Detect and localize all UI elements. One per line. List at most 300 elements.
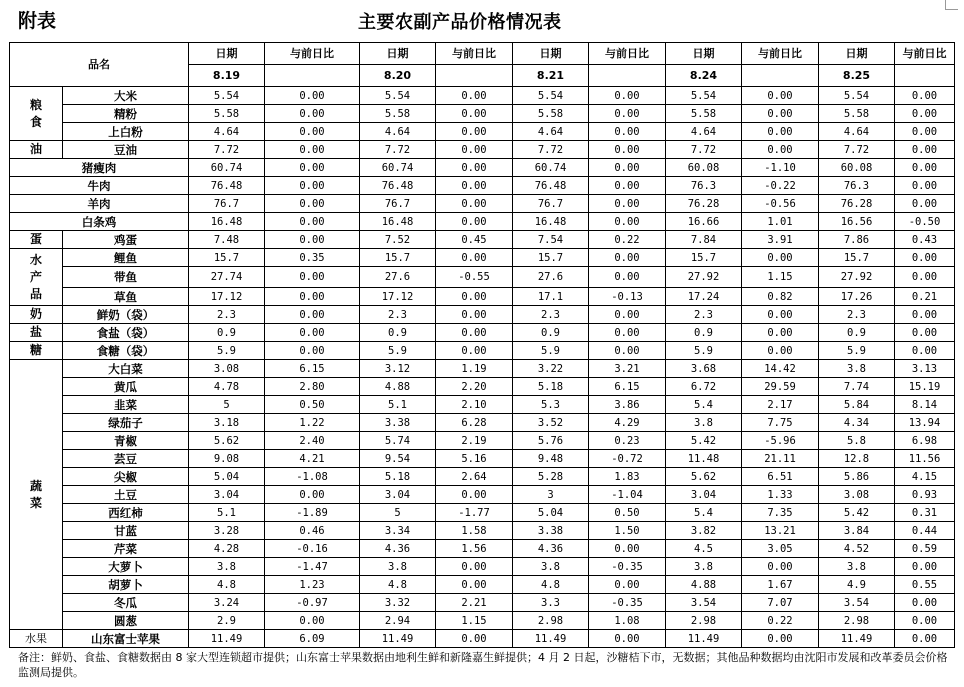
change-cell: 0.00 bbox=[265, 306, 360, 324]
change-cell: 3.13 bbox=[895, 360, 955, 378]
change-cell: 0.00 bbox=[589, 177, 666, 195]
change-cell: -1.10 bbox=[742, 159, 819, 177]
change-cell: -0.56 bbox=[742, 195, 819, 213]
price-cell: 7.54 bbox=[513, 231, 589, 249]
product-name: 白条鸡 bbox=[10, 213, 189, 231]
price-cell: 3.28 bbox=[189, 522, 265, 540]
change-cell: 0.00 bbox=[589, 87, 666, 105]
change-cell: 1.15 bbox=[742, 267, 819, 288]
change-cell: 2.17 bbox=[742, 396, 819, 414]
change-cell: 0.59 bbox=[895, 540, 955, 558]
table-row bbox=[10, 630, 955, 648]
price-cell: 3.38 bbox=[360, 414, 436, 432]
price-cell: 2.94 bbox=[360, 612, 436, 630]
change-cell: 0.00 bbox=[895, 612, 955, 630]
price-cell: 15.7 bbox=[819, 249, 895, 267]
price-cell: 76.48 bbox=[513, 177, 589, 195]
price-cell: 5.74 bbox=[360, 432, 436, 450]
appendix-label: 附表 bbox=[18, 10, 57, 32]
price-cell: 16.48 bbox=[189, 213, 265, 231]
table-row bbox=[10, 432, 955, 450]
price-cell: 3.82 bbox=[666, 522, 742, 540]
change-cell: -0.72 bbox=[589, 450, 666, 468]
price-cell: 4.8 bbox=[189, 576, 265, 594]
table-row bbox=[10, 141, 955, 159]
price-cell: 4.78 bbox=[189, 378, 265, 396]
price-cell: 2.3 bbox=[666, 306, 742, 324]
table-row bbox=[10, 576, 955, 594]
price-cell: 60.74 bbox=[360, 159, 436, 177]
change-cell: 0.00 bbox=[589, 342, 666, 360]
change-cell: 0.00 bbox=[589, 105, 666, 123]
price-cell: 5.28 bbox=[513, 468, 589, 486]
change-cell: 0.50 bbox=[265, 396, 360, 414]
product-name: 鲤鱼 bbox=[63, 249, 189, 267]
change-cell: 0.00 bbox=[436, 288, 513, 306]
change-cell: 29.59 bbox=[742, 378, 819, 396]
price-cell: 15.7 bbox=[666, 249, 742, 267]
price-cell: 4.64 bbox=[666, 123, 742, 141]
price-cell: 76.28 bbox=[666, 195, 742, 213]
price-cell: 7.72 bbox=[360, 141, 436, 159]
price-cell: 5.54 bbox=[819, 87, 895, 105]
price-cell: 5.42 bbox=[666, 432, 742, 450]
change-cell: -1.47 bbox=[265, 558, 360, 576]
price-cell: 5.58 bbox=[189, 105, 265, 123]
price-cell: 3.8 bbox=[819, 558, 895, 576]
change-label: 与前日比 bbox=[742, 43, 819, 65]
change-cell: 2.80 bbox=[265, 378, 360, 396]
price-cell: 15.7 bbox=[513, 249, 589, 267]
change-cell: 0.00 bbox=[436, 195, 513, 213]
price-cell: 5.04 bbox=[189, 468, 265, 486]
change-cell: 6.28 bbox=[436, 414, 513, 432]
change-cell: 0.00 bbox=[436, 177, 513, 195]
price-cell: 5.42 bbox=[819, 504, 895, 522]
change-cell: 0.00 bbox=[895, 306, 955, 324]
product-name: 猪瘦肉 bbox=[10, 159, 189, 177]
change-cell: 3.21 bbox=[589, 360, 666, 378]
product-header: 品名 bbox=[10, 43, 189, 87]
change-cell: 1.58 bbox=[436, 522, 513, 540]
change-cell: 0.00 bbox=[436, 486, 513, 504]
change-cell: 0.00 bbox=[436, 576, 513, 594]
price-cell: 16.48 bbox=[360, 213, 436, 231]
table-row bbox=[10, 450, 955, 468]
price-cell: 5.58 bbox=[360, 105, 436, 123]
change-cell: 2.10 bbox=[436, 396, 513, 414]
change-cell: 0.00 bbox=[742, 87, 819, 105]
change-cell: 0.00 bbox=[742, 342, 819, 360]
change-cell: 0.45 bbox=[436, 231, 513, 249]
table-row bbox=[10, 396, 955, 414]
price-cell: 17.26 bbox=[819, 288, 895, 306]
table-row bbox=[10, 231, 955, 249]
change-cell: -0.97 bbox=[265, 594, 360, 612]
price-cell: 4.64 bbox=[513, 123, 589, 141]
product-name: 食盐（袋） bbox=[63, 324, 189, 342]
change-cell: 4.21 bbox=[265, 450, 360, 468]
change-cell: 0.00 bbox=[589, 576, 666, 594]
table-row bbox=[10, 360, 955, 378]
price-cell: 76.7 bbox=[189, 195, 265, 213]
table-row bbox=[10, 468, 955, 486]
price-cell: 3.68 bbox=[666, 360, 742, 378]
change-cell: 0.00 bbox=[742, 558, 819, 576]
price-cell: 4.52 bbox=[819, 540, 895, 558]
change-cell: 0.00 bbox=[742, 324, 819, 342]
price-cell: 76.3 bbox=[819, 177, 895, 195]
change-cell: 0.00 bbox=[436, 123, 513, 141]
header-row-dates bbox=[10, 43, 955, 65]
price-cell: 5.9 bbox=[189, 342, 265, 360]
price-cell: 3.12 bbox=[360, 360, 436, 378]
product-name: 土豆 bbox=[63, 486, 189, 504]
price-cell: 7.72 bbox=[666, 141, 742, 159]
change-cell: -0.35 bbox=[589, 558, 666, 576]
price-cell: 4.8 bbox=[360, 576, 436, 594]
price-cell: 5 bbox=[360, 504, 436, 522]
price-cell: 7.74 bbox=[819, 378, 895, 396]
change-cell: 0.00 bbox=[895, 123, 955, 141]
change-cell: 0.00 bbox=[265, 195, 360, 213]
price-cell: 2.98 bbox=[819, 612, 895, 630]
product-name: 大白菜 bbox=[63, 360, 189, 378]
price-cell: 3.8 bbox=[666, 414, 742, 432]
change-cell: 0.00 bbox=[436, 105, 513, 123]
change-cell: 5.16 bbox=[436, 450, 513, 468]
price-cell: 5.1 bbox=[189, 504, 265, 522]
change-cell: 0.93 bbox=[895, 486, 955, 504]
footnote: 备注：鲜奶、食盐、食糖数据由 8 家大型连锁超市提供；山东富士苹果数据由地利生鲜和新隆嘉生鲜提供；4 月 2 日起，沙糖桔下市，无数据；其他品种数据均由沈阳市发展和改革委员会价格监测局提供。 bbox=[18, 651, 948, 679]
price-cell: 3.52 bbox=[513, 414, 589, 432]
table-row bbox=[10, 522, 955, 540]
table-row bbox=[10, 504, 955, 522]
price-cell: 3.04 bbox=[360, 486, 436, 504]
price-cell: 16.66 bbox=[666, 213, 742, 231]
price-cell: 5.86 bbox=[819, 468, 895, 486]
product-name: 鲜奶（袋） bbox=[63, 306, 189, 324]
change-cell: -0.35 bbox=[589, 594, 666, 612]
price-cell: 27.6 bbox=[513, 267, 589, 288]
change-cell: 0.00 bbox=[742, 105, 819, 123]
table-row bbox=[10, 486, 955, 504]
price-cell: 60.74 bbox=[513, 159, 589, 177]
price-cell: 60.08 bbox=[819, 159, 895, 177]
change-cell: 1.15 bbox=[436, 612, 513, 630]
change-label: 与前日比 bbox=[265, 43, 360, 65]
product-name: 芸豆 bbox=[63, 450, 189, 468]
price-cell: 17.24 bbox=[666, 288, 742, 306]
table-row bbox=[10, 267, 955, 288]
price-cell: 4.36 bbox=[360, 540, 436, 558]
price-cell: 3.54 bbox=[666, 594, 742, 612]
change-cell: 13.21 bbox=[742, 522, 819, 540]
price-cell: 4.28 bbox=[189, 540, 265, 558]
price-cell: 0.9 bbox=[189, 324, 265, 342]
price-cell: 5.58 bbox=[819, 105, 895, 123]
change-cell: 3.91 bbox=[742, 231, 819, 249]
change-cell: -0.55 bbox=[436, 267, 513, 288]
product-name: 食糖（袋） bbox=[63, 342, 189, 360]
change-cell: 0.00 bbox=[742, 123, 819, 141]
price-cell: 9.08 bbox=[189, 450, 265, 468]
change-cell: 0.00 bbox=[436, 213, 513, 231]
price-cell: 4.88 bbox=[360, 378, 436, 396]
change-cell: 0.00 bbox=[436, 306, 513, 324]
table-row bbox=[10, 105, 955, 123]
product-name: 豆油 bbox=[63, 141, 189, 159]
price-cell: 5.18 bbox=[513, 378, 589, 396]
price-cell: 60.74 bbox=[189, 159, 265, 177]
product-name: 冬瓜 bbox=[63, 594, 189, 612]
price-cell: 17.12 bbox=[189, 288, 265, 306]
date-value: 8.25 bbox=[819, 65, 895, 87]
change-cell: 2.64 bbox=[436, 468, 513, 486]
product-name: 上白粉 bbox=[63, 123, 189, 141]
date-label: 日期 bbox=[189, 43, 265, 65]
change-cell: 0.00 bbox=[589, 159, 666, 177]
price-cell: 5.76 bbox=[513, 432, 589, 450]
change-cell: -5.96 bbox=[742, 432, 819, 450]
table-row bbox=[10, 612, 955, 630]
change-cell: 0.00 bbox=[742, 249, 819, 267]
price-cell: 60.08 bbox=[666, 159, 742, 177]
product-name: 黄瓜 bbox=[63, 378, 189, 396]
price-cell: 9.48 bbox=[513, 450, 589, 468]
price-cell: 2.98 bbox=[513, 612, 589, 630]
change-cell: 0.50 bbox=[589, 504, 666, 522]
product-name: 精粉 bbox=[63, 105, 189, 123]
price-cell: 5.62 bbox=[189, 432, 265, 450]
price-cell: 11.48 bbox=[666, 450, 742, 468]
price-cell: 3.04 bbox=[189, 486, 265, 504]
change-cell: 0.00 bbox=[895, 141, 955, 159]
price-cell: 76.7 bbox=[360, 195, 436, 213]
price-cell: 3.32 bbox=[360, 594, 436, 612]
price-cell: 5.1 bbox=[360, 396, 436, 414]
change-cell: 1.19 bbox=[436, 360, 513, 378]
price-cell: 17.1 bbox=[513, 288, 589, 306]
price-cell: 16.48 bbox=[513, 213, 589, 231]
change-cell: 0.00 bbox=[589, 324, 666, 342]
price-cell: 12.8 bbox=[819, 450, 895, 468]
price-cell: 3.08 bbox=[189, 360, 265, 378]
price-cell: 5.62 bbox=[666, 468, 742, 486]
change-cell: 4.15 bbox=[895, 468, 955, 486]
table-row bbox=[10, 213, 955, 231]
price-cell: 76.48 bbox=[360, 177, 436, 195]
price-cell: 3.08 bbox=[819, 486, 895, 504]
product-name: 大米 bbox=[63, 87, 189, 105]
change-cell: 0.00 bbox=[436, 159, 513, 177]
price-cell: 5.18 bbox=[360, 468, 436, 486]
change-cell: 2.21 bbox=[436, 594, 513, 612]
change-cell: 0.00 bbox=[895, 630, 955, 648]
product-name: 绿茄子 bbox=[63, 414, 189, 432]
table-row bbox=[10, 288, 955, 306]
price-cell: 15.7 bbox=[189, 249, 265, 267]
price-cell: 7.72 bbox=[819, 141, 895, 159]
change-cell: 0.00 bbox=[436, 87, 513, 105]
change-cell: 1.33 bbox=[742, 486, 819, 504]
change-cell: -1.04 bbox=[589, 486, 666, 504]
date-value: 8.24 bbox=[666, 65, 742, 87]
change-cell: 7.07 bbox=[742, 594, 819, 612]
change-cell: 0.82 bbox=[742, 288, 819, 306]
change-cell: 0.00 bbox=[589, 306, 666, 324]
price-cell: 2.98 bbox=[666, 612, 742, 630]
change-cell: 2.40 bbox=[265, 432, 360, 450]
price-cell: 7.72 bbox=[513, 141, 589, 159]
price-cell: 0.9 bbox=[666, 324, 742, 342]
price-cell: 7.86 bbox=[819, 231, 895, 249]
price-cell: 5.58 bbox=[513, 105, 589, 123]
change-cell: 0.21 bbox=[895, 288, 955, 306]
change-cell: 15.19 bbox=[895, 378, 955, 396]
change-cell: 13.94 bbox=[895, 414, 955, 432]
price-cell: 2.3 bbox=[189, 306, 265, 324]
change-cell: 0.00 bbox=[436, 141, 513, 159]
price-cell: 11.49 bbox=[666, 630, 742, 648]
change-cell: 0.00 bbox=[265, 141, 360, 159]
price-cell: 9.54 bbox=[360, 450, 436, 468]
change-cell: 0.00 bbox=[265, 177, 360, 195]
change-cell: 0.00 bbox=[895, 558, 955, 576]
change-cell: 0.00 bbox=[436, 249, 513, 267]
price-cell: 2.3 bbox=[819, 306, 895, 324]
corner-mark bbox=[945, 0, 958, 10]
change-cell: -1.89 bbox=[265, 504, 360, 522]
change-cell: 0.00 bbox=[895, 195, 955, 213]
category-label: 蛋 bbox=[10, 231, 63, 249]
change-cell: 0.00 bbox=[265, 105, 360, 123]
price-cell: 5.54 bbox=[666, 87, 742, 105]
change-cell: 11.56 bbox=[895, 450, 955, 468]
product-name: 山东富士苹果 bbox=[63, 630, 189, 648]
table-row bbox=[10, 87, 955, 105]
price-cell: 5.8 bbox=[819, 432, 895, 450]
change-cell: 0.22 bbox=[589, 231, 666, 249]
change-cell: 0.00 bbox=[265, 267, 360, 288]
change-cell: 0.00 bbox=[265, 213, 360, 231]
table-row bbox=[10, 195, 955, 213]
date-value: 8.21 bbox=[513, 65, 589, 87]
change-cell: 1.01 bbox=[742, 213, 819, 231]
table-row bbox=[10, 414, 955, 432]
change-cell: 6.15 bbox=[265, 360, 360, 378]
change-cell: 7.35 bbox=[742, 504, 819, 522]
product-name: 甘蓝 bbox=[63, 522, 189, 540]
page-title: 主要农副产品价格情况表 bbox=[358, 12, 562, 33]
price-cell: 27.6 bbox=[360, 267, 436, 288]
change-cell: 0.35 bbox=[265, 249, 360, 267]
price-cell: 11.49 bbox=[189, 630, 265, 648]
change-cell: 0.22 bbox=[742, 612, 819, 630]
date-label: 日期 bbox=[666, 43, 742, 65]
price-cell: 5.9 bbox=[819, 342, 895, 360]
price-cell: 5.9 bbox=[666, 342, 742, 360]
price-cell: 5.9 bbox=[513, 342, 589, 360]
price-cell: 2.9 bbox=[189, 612, 265, 630]
price-cell: 3.8 bbox=[513, 558, 589, 576]
price-cell: 5.54 bbox=[360, 87, 436, 105]
change-cell: -0.13 bbox=[589, 288, 666, 306]
date-label: 日期 bbox=[513, 43, 589, 65]
product-name: 青椒 bbox=[63, 432, 189, 450]
change-cell: 0.43 bbox=[895, 231, 955, 249]
category-label: 油 bbox=[10, 141, 63, 159]
price-cell: 5.4 bbox=[666, 396, 742, 414]
change-cell: 0.00 bbox=[742, 306, 819, 324]
price-cell: 5.3 bbox=[513, 396, 589, 414]
change-label: 与前日比 bbox=[436, 43, 513, 65]
price-cell: 3.54 bbox=[819, 594, 895, 612]
table-row bbox=[10, 177, 955, 195]
date-label: 日期 bbox=[819, 43, 895, 65]
change-cell: 6.98 bbox=[895, 432, 955, 450]
price-cell: 5.9 bbox=[360, 342, 436, 360]
change-cell: 3.05 bbox=[742, 540, 819, 558]
price-cell: 27.74 bbox=[189, 267, 265, 288]
price-cell: 3.8 bbox=[360, 558, 436, 576]
price-cell: 11.49 bbox=[513, 630, 589, 648]
product-name: 韭菜 bbox=[63, 396, 189, 414]
price-cell: 16.56 bbox=[819, 213, 895, 231]
product-name: 大萝卜 bbox=[63, 558, 189, 576]
price-cell: 3.8 bbox=[189, 558, 265, 576]
product-name: 带鱼 bbox=[63, 267, 189, 288]
change-cell: 1.67 bbox=[742, 576, 819, 594]
table-row bbox=[10, 342, 955, 360]
change-cell: 0.00 bbox=[895, 594, 955, 612]
change-cell: 0.00 bbox=[589, 141, 666, 159]
date-label: 日期 bbox=[360, 43, 436, 65]
change-cell: 0.00 bbox=[265, 159, 360, 177]
price-cell: 17.12 bbox=[360, 288, 436, 306]
price-cell: 4.88 bbox=[666, 576, 742, 594]
change-cell: 0.46 bbox=[265, 522, 360, 540]
price-cell: 2.3 bbox=[360, 306, 436, 324]
change-cell: 0.00 bbox=[895, 159, 955, 177]
price-cell: 76.28 bbox=[819, 195, 895, 213]
change-cell: 1.22 bbox=[265, 414, 360, 432]
price-cell: 3.04 bbox=[666, 486, 742, 504]
price-cell: 4.64 bbox=[360, 123, 436, 141]
change-cell: 0.00 bbox=[589, 249, 666, 267]
price-cell: 3.84 bbox=[819, 522, 895, 540]
change-cell: 6.15 bbox=[589, 378, 666, 396]
change-cell: 0.00 bbox=[895, 267, 955, 288]
price-cell: 3.24 bbox=[189, 594, 265, 612]
price-cell: 7.52 bbox=[360, 231, 436, 249]
change-cell: 0.00 bbox=[589, 540, 666, 558]
category-label: 水果 bbox=[10, 630, 63, 648]
price-cell: 7.72 bbox=[189, 141, 265, 159]
price-cell: 3 bbox=[513, 486, 589, 504]
price-cell: 0.9 bbox=[360, 324, 436, 342]
blank-cell bbox=[436, 65, 513, 87]
product-name: 尖椒 bbox=[63, 468, 189, 486]
price-cell: 7.48 bbox=[189, 231, 265, 249]
change-cell: 0.31 bbox=[895, 504, 955, 522]
table-row bbox=[10, 540, 955, 558]
change-cell: 0.00 bbox=[895, 249, 955, 267]
price-cell: 4.9 bbox=[819, 576, 895, 594]
price-cell: 7.84 bbox=[666, 231, 742, 249]
table-row bbox=[10, 378, 955, 396]
table-row bbox=[10, 249, 955, 267]
